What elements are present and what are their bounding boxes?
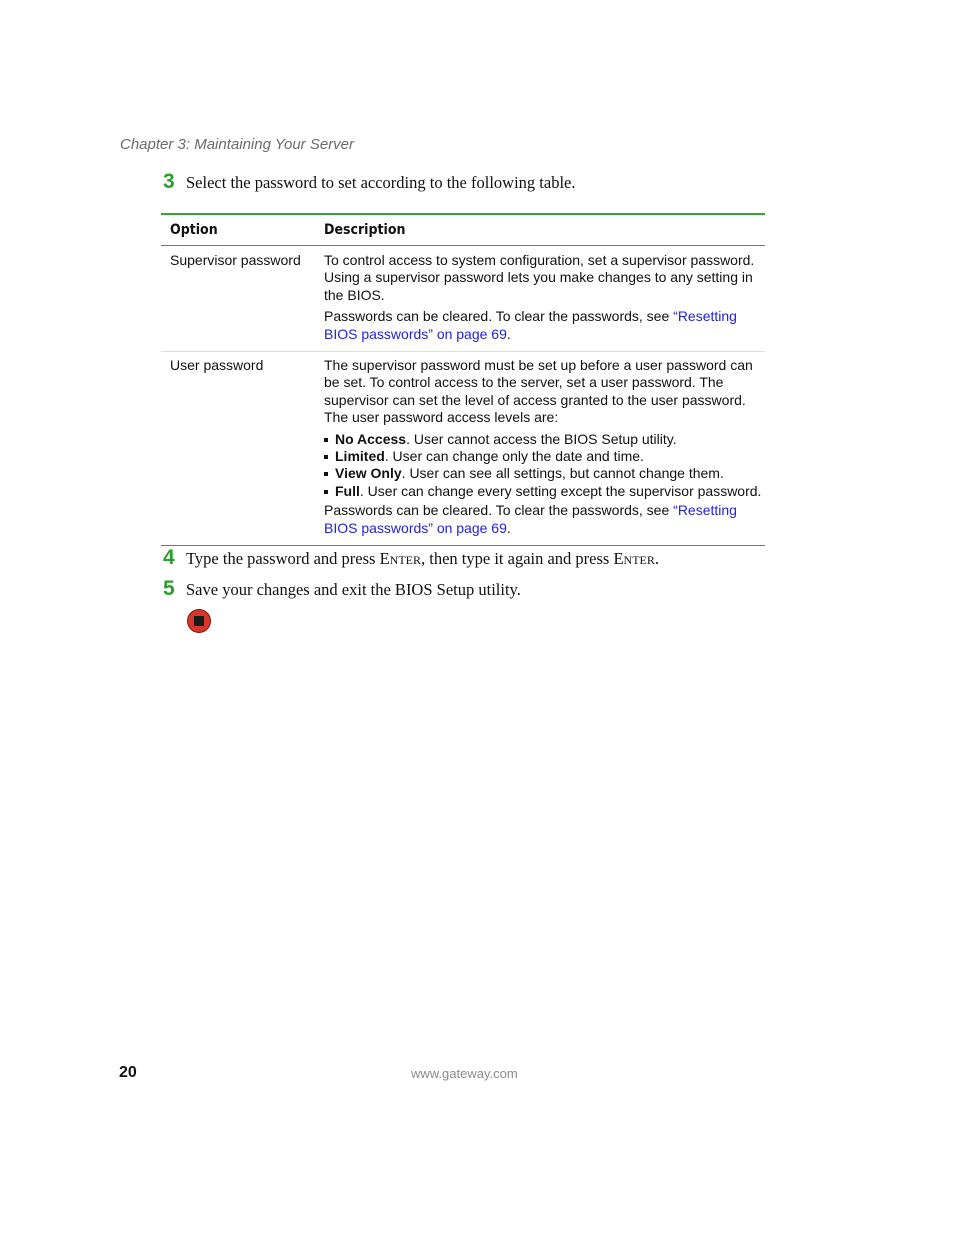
key-enter: Enter	[613, 549, 655, 568]
step-number: 5	[163, 577, 175, 600]
table-row	[161, 352, 765, 545]
reset-note: Passwords can be cleared. To clear the passwords, see “Resetting BIOS passwords” on page 69.	[324, 502, 737, 536]
step-4	[163, 546, 659, 570]
header-description: Description	[324, 222, 406, 238]
option-cell: Supervisor password	[170, 252, 301, 268]
list-item: Limited. User can change only the date and time.	[324, 448, 765, 465]
page-number: 20	[119, 1064, 137, 1081]
chapter-header: Chapter 3: Maintaining Your Server	[120, 136, 355, 153]
description-text: The supervisor password must be set up before a user password can be set. To control access to the server, set a user password. The supervisor can set the level of access granted to the user password. The user password access levels are:	[324, 357, 753, 426]
step-text: Save your changes and exit the BIOS Setup utility.	[186, 580, 521, 599]
step-number: 4	[163, 546, 175, 569]
step-3	[163, 170, 575, 194]
stop-icon	[187, 609, 211, 633]
table-row	[161, 246, 765, 352]
list-item: No Access. User cannot access the BIOS Setup utility.	[324, 431, 765, 448]
footer-url: www.gateway.com	[411, 1066, 518, 1081]
step-text: Type the password and press Enter, then type it again and press Enter.	[186, 549, 660, 568]
step-number: 3	[163, 170, 175, 193]
table-header	[161, 215, 765, 246]
reset-passwords-link[interactable]: “Resetting BIOS passwords” on page 69	[324, 502, 737, 536]
reset-note: Passwords can be cleared. To clear the passwords, see “Resetting BIOS passwords” on page 69.	[324, 308, 737, 342]
header-option: Option	[170, 222, 218, 238]
access-levels-list	[324, 431, 765, 501]
reset-passwords-link[interactable]: “Resetting BIOS passwords” on page 69	[324, 308, 737, 342]
description-text: To control access to system configuration, set a supervisor password. Using a supervisor password lets you make changes to any setting in the BIOS.	[324, 252, 755, 303]
option-cell: User password	[170, 357, 264, 374]
list-item: View Only. User can see all settings, but cannot change them.	[324, 465, 765, 482]
description-cell	[315, 252, 765, 343]
step-5	[163, 577, 521, 601]
description-cell	[315, 357, 765, 537]
step-text: Select the password to set according to the following table.	[186, 173, 576, 192]
list-item: Full. User can change every setting except the supervisor password.	[324, 483, 765, 500]
key-enter: Enter	[379, 549, 422, 568]
password-options-table	[161, 213, 765, 546]
